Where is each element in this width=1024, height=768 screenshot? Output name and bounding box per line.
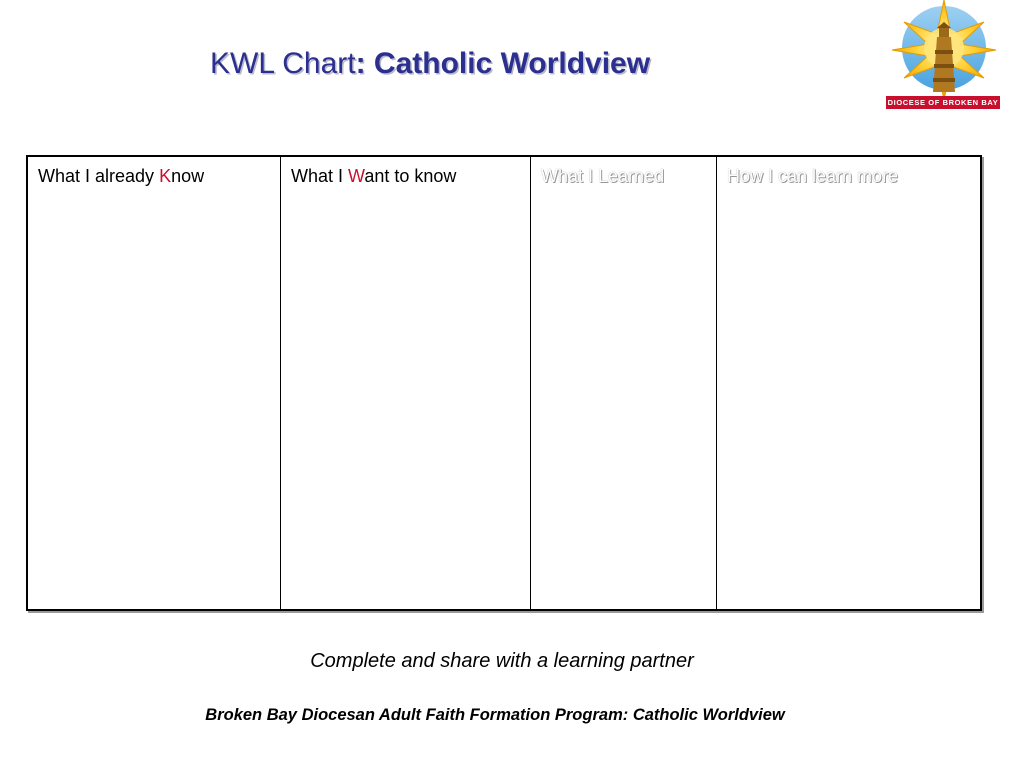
column-want-label-start: What I bbox=[291, 166, 349, 186]
column-know-label-end: now bbox=[171, 166, 205, 186]
column-learned-label: What I Learned bbox=[541, 166, 665, 186]
column-learned bbox=[530, 157, 716, 609]
column-know bbox=[28, 157, 280, 609]
instruction-text: Complete and share with a learning partner bbox=[310, 650, 694, 672]
column-want-label-end: ant to know bbox=[364, 166, 457, 186]
column-know-label-start: What I already bbox=[38, 166, 160, 186]
column-know-accent-letter: K bbox=[159, 166, 172, 186]
column-learn-more-label: How I can learn more bbox=[727, 166, 899, 186]
title-bold: : Catholic Worldview bbox=[355, 47, 651, 80]
footer-text: Broken Bay Diocesan Adult Faith Formation Program: Catholic Worldview bbox=[205, 706, 785, 724]
slide-title bbox=[210, 44, 650, 84]
logo-banner: DIOCESE OF BROKEN BAY bbox=[887, 98, 999, 107]
kwl-table bbox=[26, 155, 982, 611]
column-want-accent-letter: W bbox=[348, 166, 365, 186]
title-regular: KWL Chart bbox=[210, 47, 356, 80]
column-want bbox=[280, 157, 530, 609]
column-learn-more bbox=[716, 157, 980, 609]
